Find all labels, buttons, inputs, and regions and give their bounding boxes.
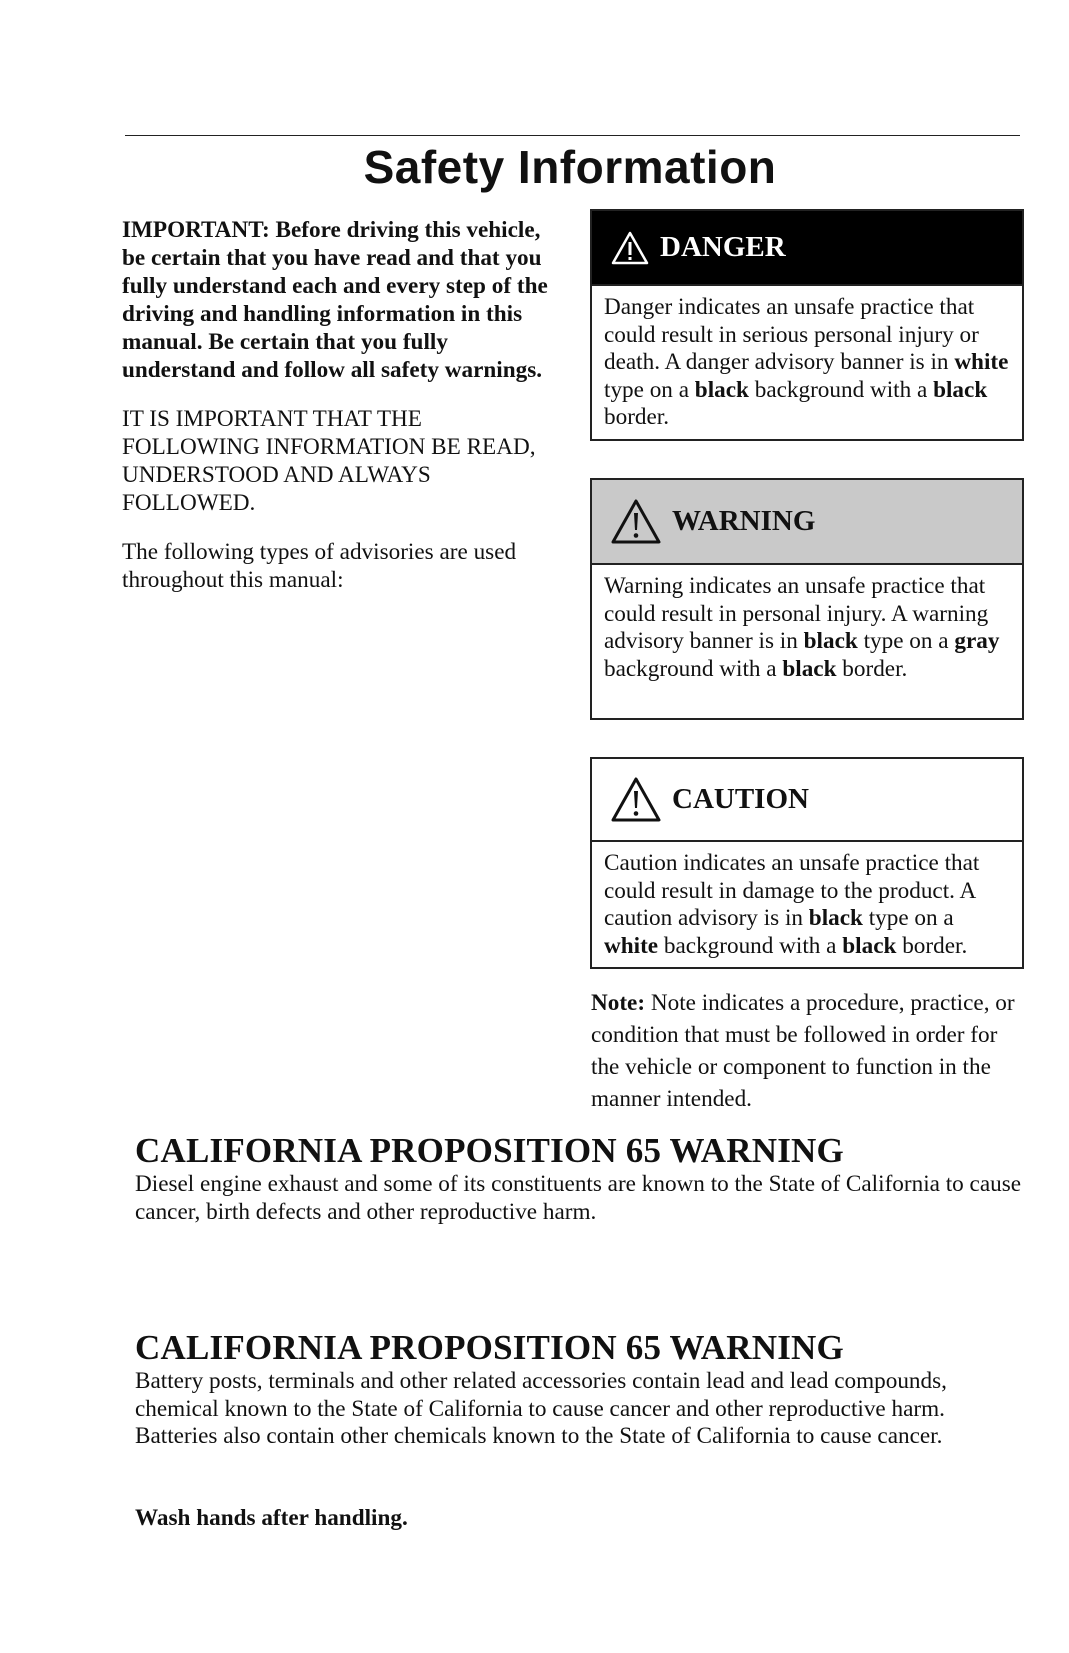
- caps-notice: IT IS IMPORTANT THAT THE FOLLOWING INFORMATION BE READ, UNDERSTOOD AND ALWAYS FOLLOWED.: [122, 406, 536, 516]
- note-paragraph: Note: Note indicates a procedure, practice, or condition that must be followed in order for the vehicle or component to function in the manner intended.: [591, 990, 1015, 1112]
- danger-advisory: [590, 209, 1024, 441]
- warning-triangle-icon: [610, 498, 662, 546]
- warning-triangle-icon: [610, 776, 662, 824]
- prop65-warning-battery: [135, 1328, 1035, 1451]
- caution-description: Caution indicates an unsafe practice that could result in damage to the product. A caution advisory is in black type on a white background with a black border.: [604, 850, 980, 959]
- advisory-intro: The following types of advisories are used throughout this manual:: [122, 539, 517, 593]
- caution-banner: [592, 759, 1022, 842]
- warning-advisory: [590, 478, 1024, 720]
- caution-advisory: [590, 757, 1024, 969]
- top-rule: [125, 135, 1020, 136]
- prop65-heading: CALIFORNIA PROPOSITION 65 WARNING: [135, 1131, 844, 1170]
- prop65-text: Batteries also contain other chemicals known to the State of California to cause cancer.: [135, 1423, 943, 1449]
- warning-banner: [592, 480, 1022, 565]
- warning-label: WARNING: [672, 505, 816, 537]
- caution-label: CAUTION: [672, 783, 809, 815]
- prop65-warning-diesel: [135, 1131, 1035, 1226]
- wash-hands-notice: Wash hands after handling.: [135, 1505, 408, 1531]
- left-column: [122, 216, 562, 615]
- warning-triangle-icon: [610, 230, 650, 266]
- prop65-heading: CALIFORNIA PROPOSITION 65 WARNING: [135, 1328, 844, 1367]
- important-paragraph: IMPORTANT: Before driving this vehicle, be certain that you have read and that you fully understand each and every step of the driving and handling information in this manual. Be certain that you fully understand and follow all safety warnings.: [122, 217, 548, 383]
- prop65-text: Battery posts, terminals and other related accessories contain lead and lead compounds, chemical known to the State of California to cause cancer and other reproductive harm.: [135, 1368, 947, 1422]
- warning-description: Warning indicates an unsafe practice that could result in personal injury. A warning advisory banner is in black type on a gray background with a black border.: [604, 573, 1000, 682]
- danger-banner: [592, 211, 1022, 286]
- danger-description: Danger indicates an unsafe practice that could result in serious personal injury or death. A danger advisory banner is in white type on a black background with a black border.: [604, 294, 1009, 430]
- page-title: Safety Information: [363, 141, 777, 193]
- note-label: Note:: [591, 990, 646, 1016]
- danger-label: DANGER: [660, 231, 786, 263]
- prop65-text: Diesel engine exhaust and some of its constituents are known to the State of California to cause cancer, birth defects and other reproductive harm.: [135, 1171, 1022, 1225]
